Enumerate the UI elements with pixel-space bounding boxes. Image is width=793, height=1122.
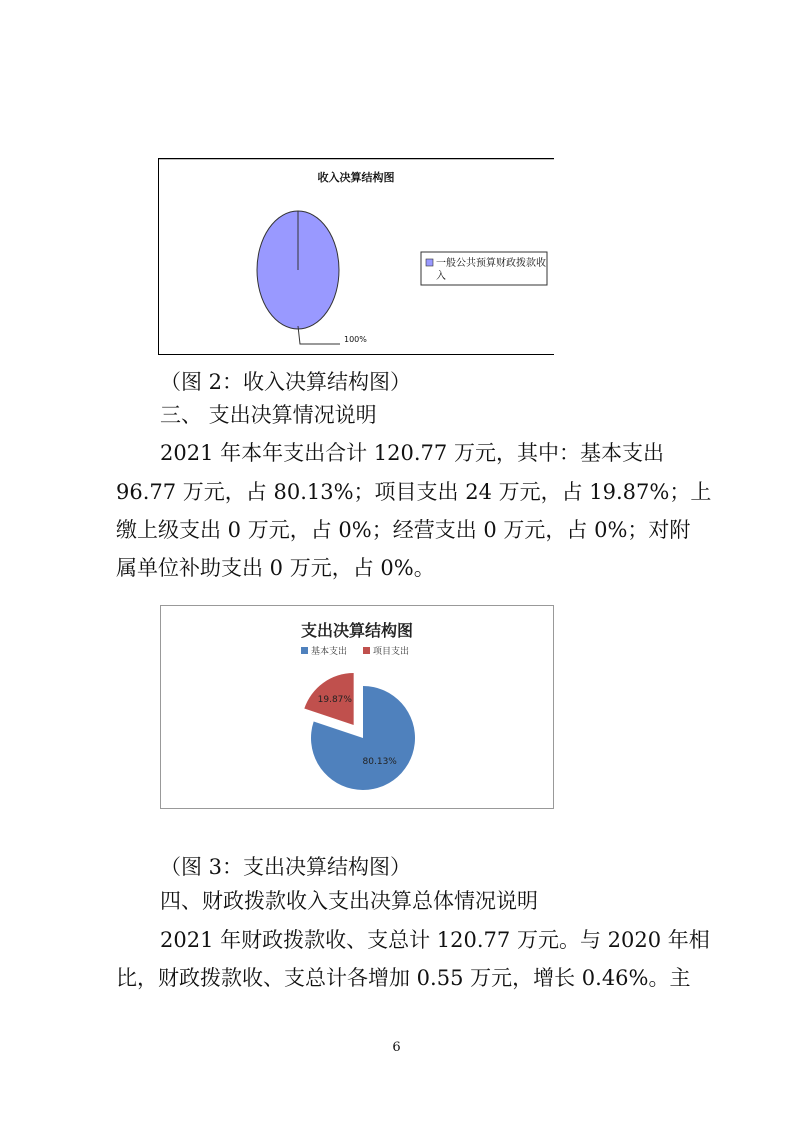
legend-label-basic: 基本支出: [311, 647, 348, 657]
figure-3-caption: （图 3：支出决算结构图）: [160, 855, 412, 879]
chart-title: 支出决算结构图: [300, 621, 414, 640]
legend-swatch-basic: [301, 647, 308, 654]
section-3-line-3: 缴上级支出 0 万元，占 0%；经营支出 0 万元，占 0%；对附: [116, 518, 691, 542]
income-structure-chart: [158, 158, 554, 355]
expenditure-chart-svg: [161, 606, 553, 808]
income-chart-svg: [158, 158, 554, 355]
section-3-line-1: 2021 年本年支出合计 120.77 万元，其中：基本支出: [160, 441, 664, 465]
legend-label-project: 项目支出: [373, 647, 410, 657]
chart-title: 收入决算结构图: [317, 171, 395, 184]
data-label-basic: 80.13%: [362, 757, 397, 768]
expenditure-structure-chart: [160, 605, 554, 809]
page-number: 6: [392, 1040, 401, 1055]
legend-swatch: [426, 259, 433, 266]
section-4-heading: 四、财政拨款收入支出决算总体情况说明: [160, 889, 538, 913]
legend-swatch-project: [363, 647, 370, 654]
legend-label-line1: 一般公共预算财政拨款收: [436, 258, 546, 269]
section-4-line-2: 比，财政拨款收、支总计各增加 0.55 万元，增长 0.46%。主: [116, 966, 691, 990]
data-label: 100%: [344, 335, 367, 344]
data-label-project: 19.87%: [317, 694, 352, 705]
section-3-heading: 三、 支出决算情况说明: [160, 403, 377, 427]
figure-2-caption: （图 2：收入决算结构图）: [160, 370, 412, 394]
section-4-line-1: 2021 年财政拨款收、支总计 120.77 万元。与 2020 年相: [160, 928, 710, 952]
section-3-line-2: 96.77 万元，占 80.13%；项目支出 24 万元，占 19.87%；上: [116, 480, 712, 504]
legend-label-line2: 入: [436, 271, 446, 282]
section-3-line-4: 属单位补助支出 0 万元，占 0%。: [116, 556, 435, 580]
